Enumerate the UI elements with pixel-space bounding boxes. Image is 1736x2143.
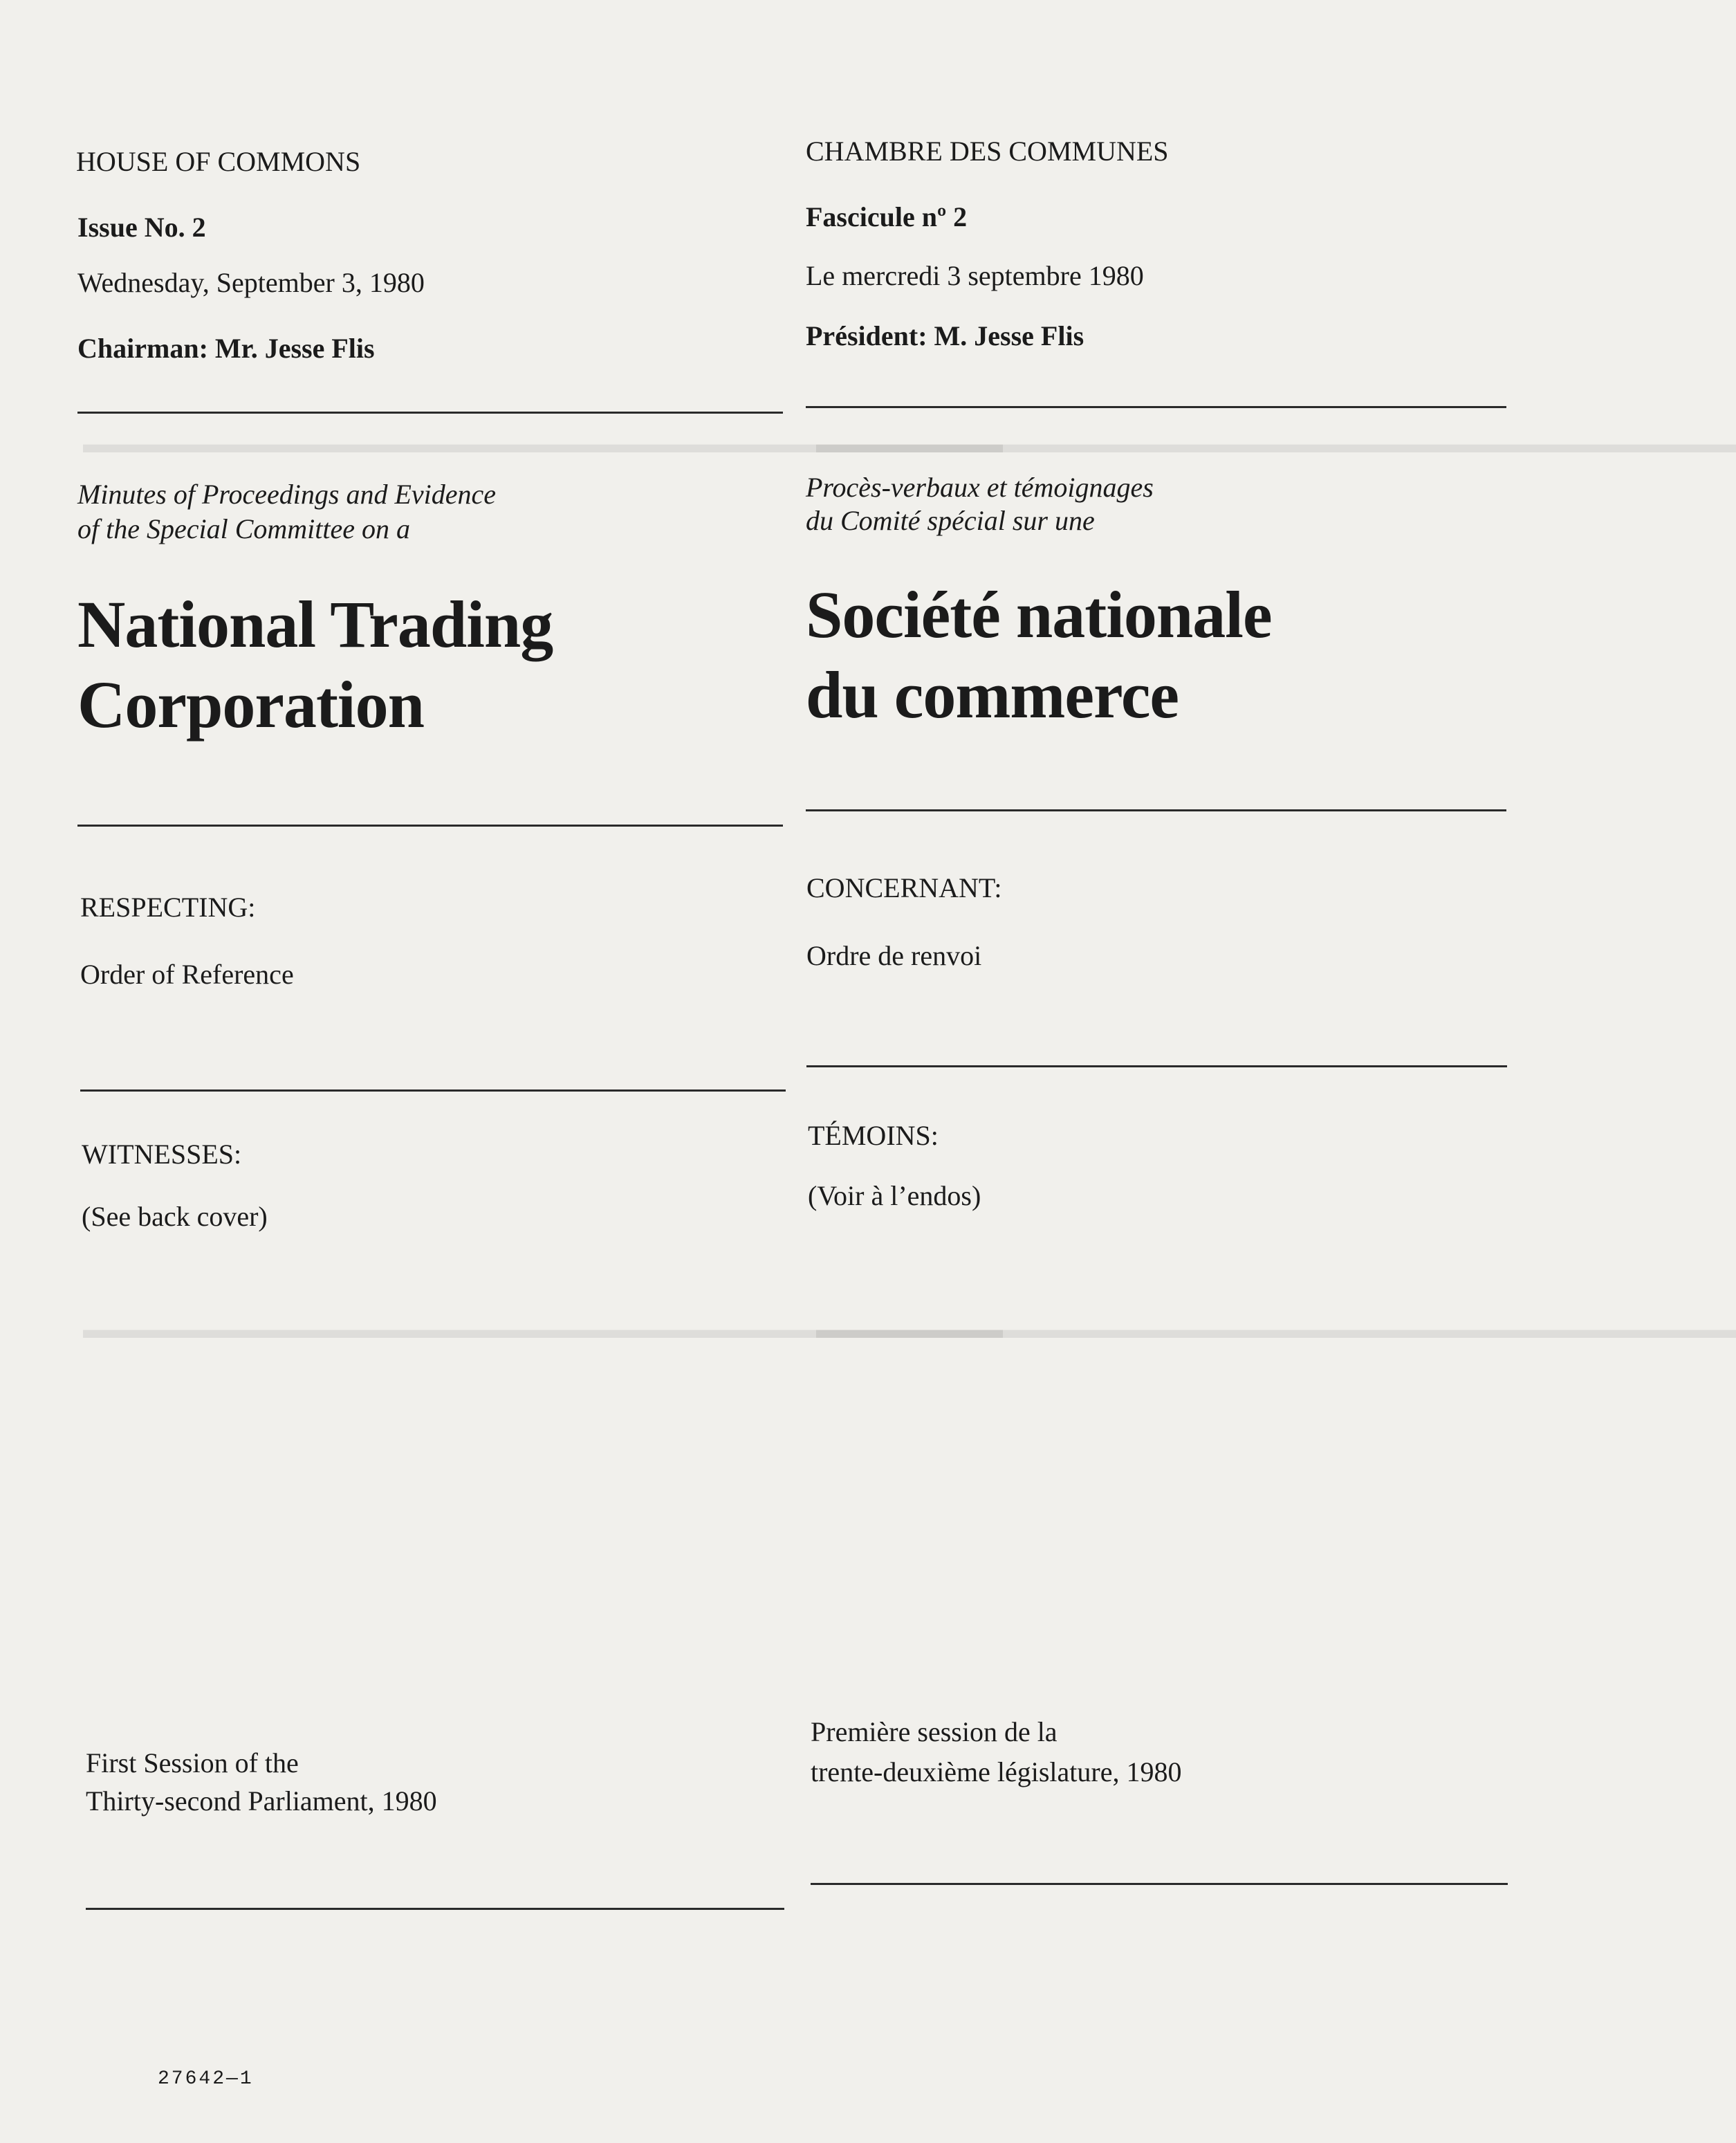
divider — [806, 1065, 1507, 1067]
session-line-2: Thirty-second Parliament, 1980 — [86, 1785, 437, 1817]
order-of-reference: Order of Reference — [80, 959, 294, 990]
show-through-texture: ▬▬▬▬▬▬▬▬▬▬▬▬▬▬▬▬▬▬▬▬▬▬▬▬▬▬▬▬▬▬▬▬▬▬▬ — [83, 430, 1003, 459]
title-line-1: National Trading — [77, 587, 553, 661]
ordre-de-renvoi: Ordre de renvoi — [806, 940, 982, 971]
divider — [806, 406, 1506, 408]
proces-verbaux-line-1: Procès-verbaux et témoignages — [806, 472, 1154, 503]
divider — [806, 809, 1506, 811]
issue-number: Issue No. 2 — [77, 212, 206, 243]
divider — [77, 825, 783, 827]
title-line-2: Corporation — [77, 668, 424, 742]
temoins-label: TÉMOINS: — [808, 1120, 939, 1151]
show-through-texture: ▬▬▬▬▬▬▬▬▬▬▬▬▬▬▬▬▬▬▬▬▬▬▬▬▬▬▬▬▬▬▬▬▬▬▬ — [816, 430, 1736, 459]
divider — [811, 1883, 1508, 1885]
concernant-label: CONCERNANT: — [806, 872, 1002, 903]
minutes-line-2: of the Special Committee on a — [77, 513, 411, 544]
respecting-label: RESPECTING: — [80, 892, 256, 923]
divider — [86, 1908, 784, 1910]
session-fr-line-1: Première session de la — [811, 1716, 1058, 1747]
show-through-texture: ▬▬▬▬▬▬▬▬▬▬▬▬▬▬▬▬▬▬▬▬▬▬▬▬▬▬▬▬▬▬▬▬▬▬▬ — [83, 1315, 1003, 1344]
witnesses-label: WITNESSES: — [82, 1139, 242, 1170]
show-through-texture: ▬▬▬▬▬▬▬▬▬▬▬▬▬▬▬▬▬▬▬▬▬▬▬▬▬▬▬▬▬▬▬▬▬▬▬ — [816, 1315, 1736, 1344]
president-line: Président: M. Jesse Flis — [806, 320, 1084, 351]
house-of-commons-heading: HOUSE OF COMMONS — [76, 146, 361, 177]
see-back-cover: (See back cover) — [82, 1201, 268, 1232]
session-line-1: First Session of the — [86, 1747, 299, 1778]
fascicule-number: Fascicule nº 2 — [806, 201, 968, 232]
proces-verbaux-line-2: du Comité spécial sur une — [806, 505, 1095, 536]
voir-endos: (Voir à l’endos) — [808, 1180, 981, 1211]
print-code: 27642—1 — [158, 2068, 254, 2090]
date-fr: Le mercredi 3 septembre 1980 — [806, 260, 1144, 291]
minutes-line-1: Minutes of Proceedings and Evidence — [77, 479, 496, 510]
divider — [77, 412, 783, 414]
chambre-des-communes-heading: CHAMBRE DES COMMUNES — [806, 136, 1169, 167]
meeting-date: Wednesday, September 3, 1980 — [77, 267, 425, 298]
title-fr-line-2: du commerce — [806, 658, 1179, 732]
divider — [80, 1089, 786, 1092]
session-fr-line-2: trente-deuxième législature, 1980 — [811, 1756, 1182, 1787]
title-fr-line-1: Société nationale — [806, 578, 1272, 652]
chairman-line: Chairman: Mr. Jesse Flis — [77, 333, 375, 364]
